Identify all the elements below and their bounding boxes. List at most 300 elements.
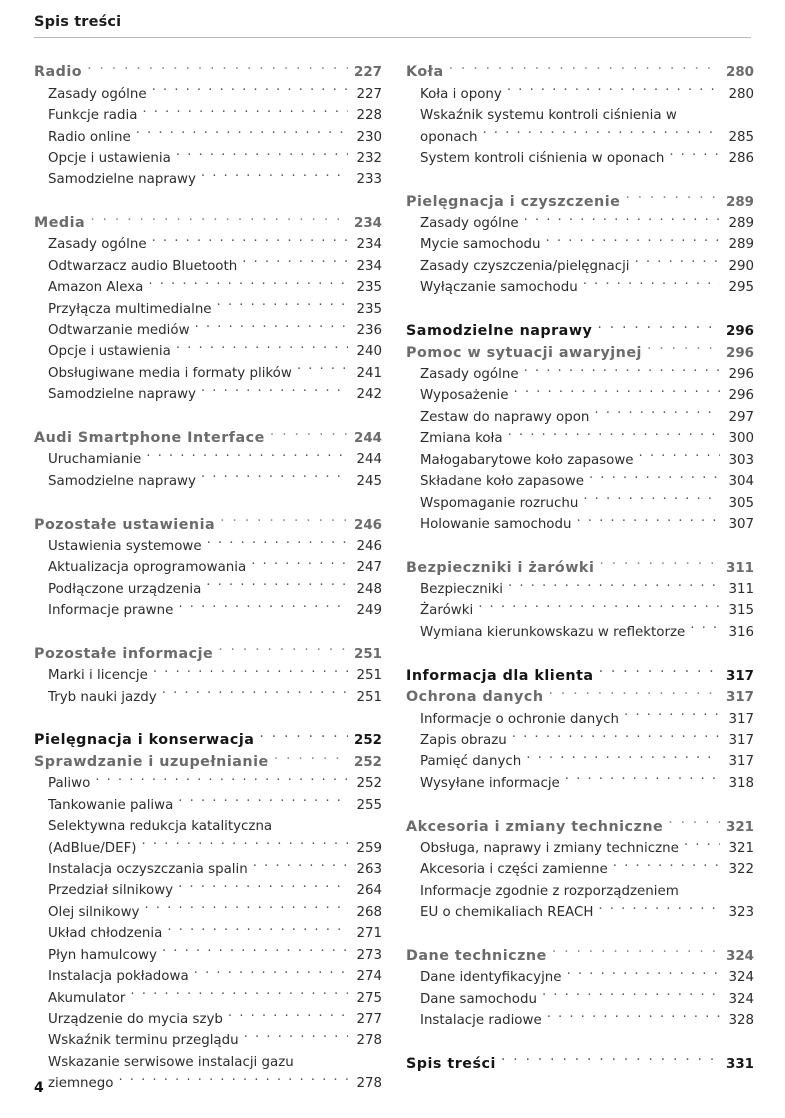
toc-entry-label: Olej silnikowy <box>48 904 140 920</box>
toc-page-number: 240 <box>356 344 382 360</box>
toc-entry-label: Radio <box>34 64 83 81</box>
toc-page-number: 249 <box>356 603 382 619</box>
toc-page-number: 321 <box>726 819 754 835</box>
toc-entry-label: Przyłącza multimedialne <box>48 301 212 317</box>
toc-entry-label: Informacja dla klienta <box>406 667 594 684</box>
dot-leader <box>599 665 720 679</box>
toc-entry-row[interactable] <box>34 557 382 578</box>
toc-page-number: 235 <box>356 301 382 317</box>
toc-page-number: 274 <box>356 969 382 985</box>
dot-leader <box>152 84 348 97</box>
toc-page-number: 331 <box>726 1056 754 1072</box>
toc-entry-row[interactable] <box>34 299 382 320</box>
toc-page-number: 290 <box>728 258 754 274</box>
toc-entry-label: Płyn hamulcowy <box>48 947 157 963</box>
dot-leader <box>613 860 720 873</box>
toc-entry-row[interactable] <box>406 1010 754 1031</box>
dot-leader <box>206 579 348 592</box>
toc-page-number: 232 <box>356 150 382 166</box>
dot-leader <box>207 537 348 550</box>
toc-chapter-row[interactable] <box>406 557 754 579</box>
dot-leader <box>549 687 720 701</box>
toc-entry-label: Wspomaganie rozruchu <box>420 495 579 511</box>
toc-entry-row[interactable] <box>34 902 382 923</box>
toc-page-number: 328 <box>728 1013 754 1029</box>
dot-leader <box>565 773 720 786</box>
toc-page-number: 255 <box>356 797 382 813</box>
toc-page-number: 235 <box>356 280 382 296</box>
toc-entry-label: Informacje o ochronie danych <box>420 711 620 727</box>
toc-entry-label: Koła i opony <box>420 86 502 102</box>
dot-leader <box>297 363 348 376</box>
toc-entry-row[interactable] <box>406 730 754 751</box>
toc-entry-label: Zasady ogólne <box>48 237 147 253</box>
toc-entry-label: Samodzielne naprawy <box>48 473 196 489</box>
toc-page-number: 252 <box>354 755 382 771</box>
toc-columns <box>34 62 754 1095</box>
toc-entry-label: Sprawdzanie i uzupełnianie <box>34 754 269 771</box>
toc-entry-row[interactable] <box>406 622 754 643</box>
toc-entry-label: Funkcje radia <box>48 108 138 124</box>
toc-page-number: 241 <box>356 365 382 381</box>
toc-entry-label: Odtwarzanie mediów <box>48 323 190 339</box>
dot-leader <box>552 946 720 960</box>
dot-leader <box>547 1011 720 1024</box>
toc-entry-row[interactable] <box>406 579 754 600</box>
toc-page-number: 234 <box>356 237 382 253</box>
toc-entry-row[interactable] <box>406 600 754 621</box>
toc-chapter-row[interactable] <box>406 342 754 364</box>
toc-entry-row[interactable] <box>34 665 382 686</box>
toc-entry-label: ziemnego <box>48 1076 114 1092</box>
toc-page-number: 227 <box>356 86 382 102</box>
toc-chapter-row[interactable] <box>406 321 754 343</box>
toc-entry-row[interactable] <box>34 1009 382 1030</box>
toc-entry-label: Małogabarytowe koło zapasowe <box>420 452 634 468</box>
toc-entry-row[interactable] <box>34 988 382 1009</box>
toc-chapter-row[interactable] <box>34 644 382 666</box>
dot-leader <box>148 278 348 291</box>
toc-entry-row[interactable] <box>34 320 382 341</box>
toc-entry-row[interactable] <box>406 967 754 988</box>
toc-entry-label: Zasady ogólne <box>48 86 147 102</box>
dot-leader <box>684 881 720 894</box>
toc-section-akcesoria-i-zmiany-techniczne <box>406 816 754 923</box>
toc-entry-row[interactable] <box>406 751 754 772</box>
toc-entry-row[interactable] <box>406 234 754 255</box>
toc-chapter-row[interactable] <box>406 816 754 838</box>
toc-entry-label: Pamięć danych <box>420 754 522 770</box>
toc-chapter-row[interactable] <box>34 213 382 235</box>
toc-chapter-row[interactable] <box>406 62 754 84</box>
toc-entry-label: Dane identyfikacyjne <box>420 970 562 986</box>
dot-leader <box>251 558 348 571</box>
toc-entry-label: Akcesoria i części zamienne <box>420 862 608 878</box>
toc-page-number: 244 <box>356 452 382 468</box>
dot-leader <box>194 967 348 980</box>
toc-entry-label: Wskaźnik systemu kontroli ciśnienia w <box>420 108 677 124</box>
toc-entry-label: Akumulator <box>48 990 126 1006</box>
toc-entry-row[interactable] <box>34 687 382 708</box>
toc-chapter-row[interactable] <box>406 191 754 213</box>
dot-leader <box>597 321 720 335</box>
toc-page-number: 251 <box>354 646 382 662</box>
dot-leader <box>482 127 720 140</box>
toc-entry-label: Amazon Alexa <box>48 280 144 296</box>
toc-entry-row[interactable] <box>406 407 754 428</box>
toc-page-number: 263 <box>356 862 382 878</box>
toc-page-number: 278 <box>356 1076 382 1092</box>
dot-leader <box>242 256 348 269</box>
dot-leader <box>647 342 720 356</box>
dot-leader <box>220 514 348 528</box>
toc-page-number: 259 <box>356 840 382 856</box>
dot-leader <box>178 881 348 894</box>
toc-entry-row[interactable] <box>34 256 382 277</box>
toc-page-number: 275 <box>356 990 382 1006</box>
toc-entry-row[interactable] <box>406 493 754 514</box>
toc-page-number: 252 <box>354 733 382 749</box>
toc-entry-row[interactable] <box>406 105 754 126</box>
toc-entry-label: Audi Smartphone Interface <box>34 429 265 446</box>
dot-leader <box>524 214 720 227</box>
toc-entry-row[interactable] <box>34 600 382 621</box>
toc-page-number: 304 <box>728 474 754 490</box>
toc-page-number: 278 <box>356 1033 382 1049</box>
toc-entry-label: Pozostałe informacje <box>34 645 214 662</box>
toc-entry-row[interactable] <box>34 384 382 405</box>
toc-entry-label: Zasady ogólne <box>420 216 519 232</box>
dot-leader <box>299 1052 348 1065</box>
toc-page-number: 234 <box>356 258 382 274</box>
dot-leader <box>625 191 720 205</box>
toc-entry-row[interactable] <box>34 838 382 859</box>
dot-leader <box>508 429 720 442</box>
toc-entry-row[interactable] <box>34 579 382 600</box>
dot-leader <box>639 450 720 463</box>
dot-leader <box>270 428 348 442</box>
toc-entry-row[interactable] <box>406 881 754 902</box>
dot-leader <box>178 601 348 614</box>
toc-entry-label: Odtwarzacz audio Bluetooth <box>48 258 238 274</box>
toc-page-number: 315 <box>728 603 754 619</box>
toc-entry-row[interactable] <box>406 838 754 859</box>
dot-leader <box>624 709 720 722</box>
toc-entry-label: Instalacja oczyszczania spalin <box>48 862 248 878</box>
toc-page-number: 324 <box>728 970 754 986</box>
toc-entry-row[interactable] <box>406 773 754 794</box>
toc-entry-row[interactable] <box>406 989 754 1010</box>
toc-entry-label: Holowanie samochodu <box>420 516 572 532</box>
toc-entry-row[interactable] <box>34 277 382 298</box>
toc-entry-label: Układ chłodzenia <box>48 926 163 942</box>
toc-page-number: 289 <box>728 216 754 232</box>
toc-page-number: 230 <box>356 129 382 145</box>
toc-page-number: 271 <box>356 926 382 942</box>
toc-column-right <box>406 62 754 1075</box>
toc-page-number: 247 <box>356 560 382 576</box>
toc-entry-row[interactable] <box>406 127 754 148</box>
toc-entry-row[interactable] <box>406 256 754 277</box>
toc-entry-label: Instalacje radiowe <box>420 1013 542 1029</box>
toc-page-number: 321 <box>728 840 754 856</box>
toc-entry-row[interactable] <box>34 859 382 880</box>
dot-leader <box>142 106 348 119</box>
toc-entry-label: Aktualizacja oprogramowania <box>48 560 247 576</box>
dot-leader <box>277 817 348 830</box>
toc-page-number: 280 <box>728 86 754 102</box>
dot-leader <box>228 1010 348 1023</box>
toc-entry-label: Tankowanie paliwa <box>48 797 174 813</box>
dot-leader <box>478 601 720 614</box>
toc-chapter-row[interactable] <box>406 1054 754 1076</box>
toc-entry-row[interactable] <box>406 213 754 234</box>
toc-entry-label: Pielęgnacja i czyszczenie <box>406 193 621 210</box>
toc-chapter-row[interactable] <box>34 730 382 752</box>
toc-section-samodzielne-naprawy <box>406 321 754 536</box>
toc-page-number: 273 <box>356 947 382 963</box>
dot-leader <box>567 968 720 981</box>
toc-entry-label: Samodzielne naprawy <box>48 387 196 403</box>
toc-entry-row[interactable] <box>34 148 382 169</box>
toc-entry-label: Samodzielne naprawy <box>48 172 196 188</box>
toc-entry-label: Wskaźnik terminu przeglądu <box>48 1033 239 1049</box>
toc-page-number: 296 <box>726 345 754 361</box>
toc-page-number: 252 <box>356 776 382 792</box>
toc-chapter-row[interactable] <box>406 687 754 709</box>
dot-leader <box>118 1074 348 1087</box>
toc-entry-row[interactable] <box>406 859 754 880</box>
dot-leader <box>274 752 348 766</box>
toc-page-number: 248 <box>356 581 382 597</box>
toc-entry-label: Zapis obrazu <box>420 733 507 749</box>
dot-leader <box>144 903 348 916</box>
toc-page-number: 251 <box>356 668 382 684</box>
toc-entry-row[interactable] <box>406 471 754 492</box>
toc-section-bezpieczniki-i-zarowki <box>406 557 754 643</box>
toc-entry-label: Wyłączanie samochodu <box>420 280 578 296</box>
dot-leader <box>669 149 720 162</box>
toc-entry-label: Zasady czyszczenia/pielęgnacji <box>420 258 630 274</box>
toc-page-number: 246 <box>356 538 382 554</box>
toc-entry-label: Bezpieczniki i żarówki <box>406 559 595 576</box>
dot-leader <box>195 321 348 334</box>
dot-leader <box>201 471 348 484</box>
toc-entry-row[interactable] <box>406 84 754 105</box>
toc-entry-label: Uruchamianie <box>48 452 142 468</box>
toc-page-number: 317 <box>728 754 754 770</box>
dot-leader <box>682 106 720 119</box>
toc-page-number: 251 <box>356 689 382 705</box>
dot-leader <box>583 278 720 291</box>
toc-entry-row[interactable] <box>406 514 754 535</box>
dot-leader <box>583 493 720 506</box>
toc-page-number: 289 <box>726 194 754 210</box>
toc-entry-row[interactable] <box>34 966 382 987</box>
toc-entry-label: (AdBlue/DEF) <box>48 840 137 856</box>
toc-entry-row[interactable] <box>34 1073 382 1094</box>
toc-entry-label: Instalacja pokładowa <box>48 969 189 985</box>
toc-entry-row[interactable] <box>34 773 382 794</box>
toc-chapter-row[interactable] <box>406 946 754 968</box>
toc-entry-row[interactable] <box>34 471 382 492</box>
dot-leader <box>146 450 348 463</box>
toc-section-dane-techniczne <box>406 946 754 1032</box>
toc-entry-row[interactable] <box>34 169 382 190</box>
toc-entry-label: oponach <box>420 129 478 145</box>
toc-entry-row[interactable] <box>406 385 754 406</box>
toc-entry-row[interactable] <box>406 364 754 385</box>
toc-section-spis-tresci <box>406 1054 754 1076</box>
toc-page-number: 305 <box>728 495 754 511</box>
toc-entry-label: Pomoc w sytuacji awaryjnej <box>406 344 642 361</box>
toc-section-pozostale-ustawienia <box>34 514 382 621</box>
toc-entry-row[interactable] <box>34 449 382 470</box>
toc-entry-row[interactable] <box>406 450 754 471</box>
dot-leader <box>259 730 348 744</box>
toc-entry-row[interactable] <box>34 234 382 255</box>
toc-entry-row[interactable] <box>34 127 382 148</box>
toc-entry-row[interactable] <box>34 795 382 816</box>
toc-page-number: 268 <box>356 904 382 920</box>
page-title: Spis treści <box>34 14 122 30</box>
toc-page-number: 264 <box>356 883 382 899</box>
toc-entry-label: Marki i licencje <box>48 668 148 684</box>
toc-page-number: 277 <box>356 1011 382 1027</box>
toc-entry-label: Opcje i ustawienia <box>48 344 171 360</box>
toc-entry-row[interactable] <box>34 923 382 944</box>
dot-leader <box>218 644 348 658</box>
dot-leader <box>576 515 720 528</box>
toc-entry-row[interactable] <box>406 148 754 169</box>
toc-page-number: 311 <box>726 560 754 576</box>
toc-entry-row[interactable] <box>34 945 382 966</box>
dot-leader <box>95 774 348 787</box>
toc-section-informacja-dla-klienta <box>406 665 754 794</box>
toc-entry-label: Bezpieczniki <box>420 582 503 598</box>
dot-leader <box>244 1031 348 1044</box>
toc-entry-label: Zmiana koła <box>420 431 503 447</box>
toc-entry-label: Spis treści <box>406 1055 496 1072</box>
toc-page-number: 324 <box>726 948 754 964</box>
dot-leader <box>524 365 720 378</box>
toc-page-number: 311 <box>728 582 754 598</box>
toc-section-audi-smartphone-interface <box>34 428 382 493</box>
toc-page-number: 280 <box>726 65 754 81</box>
dot-leader <box>152 235 348 248</box>
toc-entry-label: Obsługa, naprawy i zmiany techniczne <box>420 840 679 856</box>
toc-page-number: 286 <box>728 150 754 166</box>
dot-leader <box>690 622 720 635</box>
toc-entry-label: Dane techniczne <box>406 947 547 964</box>
toc-page-number: 317 <box>726 668 754 684</box>
toc-chapter-row[interactable] <box>34 514 382 536</box>
toc-entry-row[interactable] <box>34 341 382 362</box>
toc-page-number: 242 <box>356 387 382 403</box>
toc-page-number: 296 <box>728 367 754 383</box>
toc-entry-row[interactable] <box>34 105 382 126</box>
dot-leader <box>136 127 348 140</box>
dot-leader <box>167 924 348 937</box>
toc-entry-label: Urządzenie do mycia szyb <box>48 1011 223 1027</box>
toc-entry-row[interactable] <box>34 1030 382 1051</box>
toc-entry-row[interactable] <box>34 536 382 557</box>
toc-entry-label: Wysyłane informacje <box>420 775 560 791</box>
dot-leader <box>526 752 720 765</box>
dot-leader <box>90 213 348 227</box>
toc-entry-label: Żarówki <box>420 603 474 619</box>
toc-page-number: 234 <box>354 216 382 232</box>
toc-entry-label: EU o chemikaliach REACH <box>420 905 594 921</box>
dot-leader <box>514 386 720 399</box>
toc-chapter-row[interactable] <box>34 752 382 774</box>
toc-page-number: 297 <box>728 409 754 425</box>
dot-leader <box>130 988 348 1001</box>
dot-leader <box>201 170 348 183</box>
toc-entry-label: Przedział silnikowy <box>48 883 174 899</box>
toc-entry-label: Wymiana kierunkowskazu w reflektorze <box>420 624 686 640</box>
toc-page-number: 316 <box>728 624 754 640</box>
toc-page-number: 289 <box>728 237 754 253</box>
toc-entry-row[interactable] <box>34 363 382 384</box>
toc-page-number: 317 <box>728 711 754 727</box>
toc-chapter-row[interactable] <box>34 62 382 84</box>
toc-page-number: 228 <box>356 108 382 124</box>
toc-entry-label: Paliwo <box>48 776 91 792</box>
toc-page-number: 244 <box>354 430 382 446</box>
dot-leader <box>201 385 348 398</box>
toc-entry-label: Selektywna redukcja katalityczna <box>48 819 273 835</box>
dot-leader <box>589 472 720 485</box>
toc-page-number: 307 <box>728 516 754 532</box>
toc-page-number: 227 <box>354 65 382 81</box>
toc-page-number: 285 <box>728 129 754 145</box>
toc-entry-row[interactable] <box>34 880 382 901</box>
dot-leader <box>508 580 720 593</box>
dot-leader <box>153 666 348 679</box>
dot-leader <box>162 687 348 700</box>
toc-page-number: 246 <box>354 517 382 533</box>
toc-entry-row[interactable] <box>34 84 382 105</box>
toc-chapter-row[interactable] <box>34 428 382 450</box>
toc-page-number: 303 <box>728 452 754 468</box>
toc-page-number: 296 <box>728 388 754 404</box>
toc-entry-label: Koła <box>406 64 444 81</box>
dot-leader <box>542 989 720 1002</box>
dot-leader <box>87 62 348 76</box>
toc-entry-row[interactable] <box>406 709 754 730</box>
dot-leader <box>546 235 720 248</box>
dot-leader <box>217 299 348 312</box>
toc-page-number: 295 <box>728 280 754 296</box>
toc-entry-label: Składane koło zapasowe <box>420 474 584 490</box>
toc-entry-label: Pielęgnacja i konserwacja <box>34 732 255 749</box>
dot-leader <box>253 860 348 873</box>
toc-chapter-row[interactable] <box>406 665 754 687</box>
toc-entry-row[interactable] <box>34 816 382 837</box>
toc-entry-label: Ustawienia systemowe <box>48 538 202 554</box>
toc-entry-row[interactable] <box>406 277 754 298</box>
dot-leader <box>635 256 720 269</box>
toc-entry-label: Informacje prawne <box>48 603 174 619</box>
toc-entry-row[interactable] <box>34 1052 382 1073</box>
dot-leader <box>501 1054 720 1068</box>
toc-entry-row[interactable] <box>406 902 754 923</box>
toc-entry-label: Tryb nauki jazdy <box>48 689 157 705</box>
toc-section-pielegnacja-i-konserwacja <box>34 730 382 1095</box>
toc-entry-label: Mycie samochodu <box>420 237 541 253</box>
toc-entry-row[interactable] <box>406 428 754 449</box>
